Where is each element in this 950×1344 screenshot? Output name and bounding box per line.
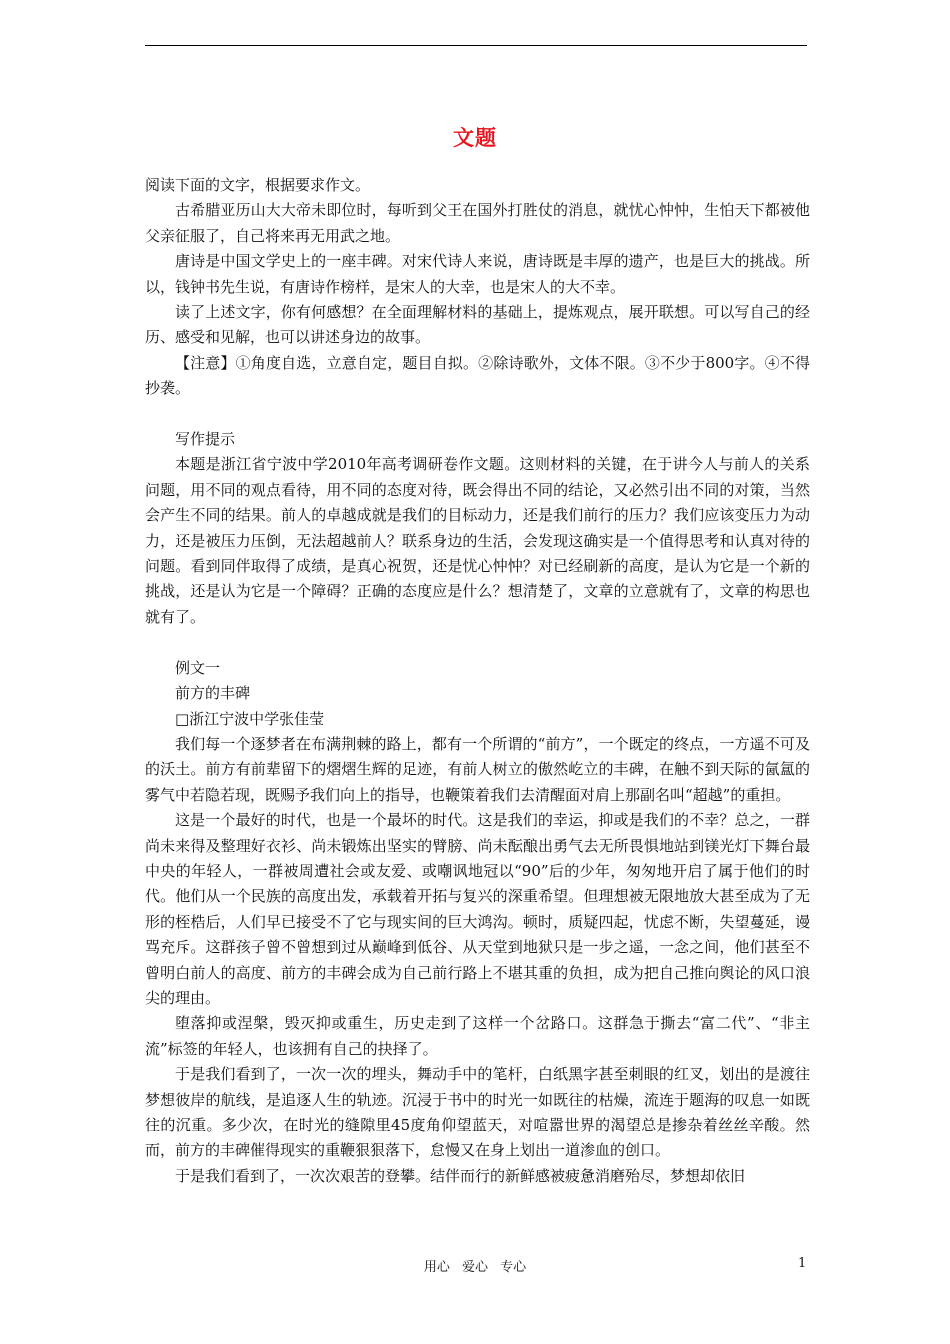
section-heading: 例文一 (175, 658, 221, 677)
header-rule (145, 45, 807, 46)
essay-title: 前方的丰碑 (175, 684, 251, 703)
essay-author: □浙江宁波中学张佳莹 (175, 709, 325, 728)
page-number: 1 (798, 1256, 807, 1271)
material-paragraph: 古希腊亚历山大大帝未即位时，每听到父王在国外打胜仗的消息，就忧心忡忡，生怕天下都被他父亲征服了，自己将来再无用武之地。 (145, 201, 810, 245)
section-heading: 写作提示 (175, 430, 236, 449)
prompt-intro: 阅读下面的文字，根据要求作文。 (145, 176, 371, 194)
document-body (145, 173, 810, 1189)
essay-paragraph: 我们每一个逐梦者在布满荆棘的路上，都有一个所谓的“前方”，一个既定的终点，一方遥不可及的沃土。前方有前辈留下的熠熠生辉的足迹，有前人树立的傲然屹立的丰碑，在触不到天际的氤氲的雾气中若隐若现，既赐予我们向上的指导，也鞭策着我们去清醒面对肩上那副名叫“超越”的重担。 (145, 734, 810, 804)
essay-paragraph: 于是我们看到了，一次次艰苦的登攀。结伴而行的新鲜感被疲惫消磨殆尽，梦想却依旧 (175, 1166, 746, 1185)
essay-paragraph: 于是我们看到了，一次一次的埋头，舞动手中的笔杆，白纸黑字甚至刺眼的红叉，划出的是渡往梦想彼岸的航线，是追逐人生的轨迹。沉浸于书中的时光一如既往的枯燥，流连于题海的叹息一如既往的沉重。多少次，在时光的缝隙里45度角仰望蓝天，对喧嚣世界的渴望总是掺杂着丝丝辛酸。然而，前方的丰碑催得现实的重鞭狠狠落下，怠慢又在身上划出一道渗血的创口。 (145, 1065, 810, 1160)
instruction-paragraph: 读了上述文字，你有何感想？在全面理解材料的基础上，提炼观点，展开联想。可以写自己的经历、感受和见解，也可以讲述身边的故事。 (145, 303, 810, 347)
footer-slogan: 用心 爱心 专心 (423, 1260, 527, 1275)
essay-paragraph: 这是一个最好的时代，也是一个最坏的时代。这是我们的幸运，抑或是我们的不幸？总之，一群尚未来得及整理好衣衫、尚未锻炼出坚实的臂膀、尚未酝酿出勇气去无所畏惧地站到镁光灯下舞台最中央的年轻人，一群被周遭社会或友爱、或嘲讽地冠以“90”后的少年，匆匆地开启了属于他们的时代。他们从一个民族的高度出发，承载着开拓与复兴的深重希望。但理想被无限地放大甚至成为了无形的桎梏后，人们早已接受不了它与现实间的巨大鸿沟。顿时，质疑四起，忧虑不断，失望蔓延，谩骂充斥。这群孩子曾不曾想到过从巅峰到低谷、从天堂到地狱只是一步之遥，一念之间，他们甚至不曾明白前人的高度、前方的丰碑会成为自己前行路上不堪其重的负担，成为把自己推向舆论的风口浪尖的理由。 (145, 811, 810, 1007)
notice-paragraph: 【注意】①角度自选，立意自定，题目自拟。②除诗歌外，文体不限。③不少于800字。④不得抄袭。 (145, 353, 810, 398)
essay-paragraph: 堕落抑或涅槃，毁灭抑或重生，历史走到了这样一个岔路口。这群急于撕去“富二代”、“非主流”标签的年轻人，也该拥有自己的抉择了。 (145, 1014, 810, 1058)
hint-paragraph: 本题是浙江省宁波中学2010年高考调研卷作文题。这则材料的关键，在于讲今人与前人的关系问题，用不同的观点看待，用不同的态度对待，既会得出不同的结论，又必然引出不同的对策，当然会产生不同的结果。前人的卓越成就是我们的目标动力，还是我们前行的压力？我们应该变压力为动力，还是被压力压倒，无法超越前人？联系身边的生活，会发现这确实是一个值得思考和认真对待的问题。看到同伴取得了成绩，是真心祝贺，还是忧心忡忡？对已经刷新的高度，是认为它是一个新的挑战，还是认为它是一个障碍？正确的态度应是什么？想清楚了，文章的立意就有了，文章的构思也就有了。 (145, 455, 810, 626)
material-paragraph: 唐诗是中国文学史上的一座丰碑。对宋代诗人来说，唐诗既是丰厚的遗产，也是巨大的挑战。所以，钱钟书先生说，有唐诗作榜样，是宋人的大幸，也是宋人的大不幸。 (145, 252, 810, 296)
document-title: 文题 (453, 125, 497, 150)
